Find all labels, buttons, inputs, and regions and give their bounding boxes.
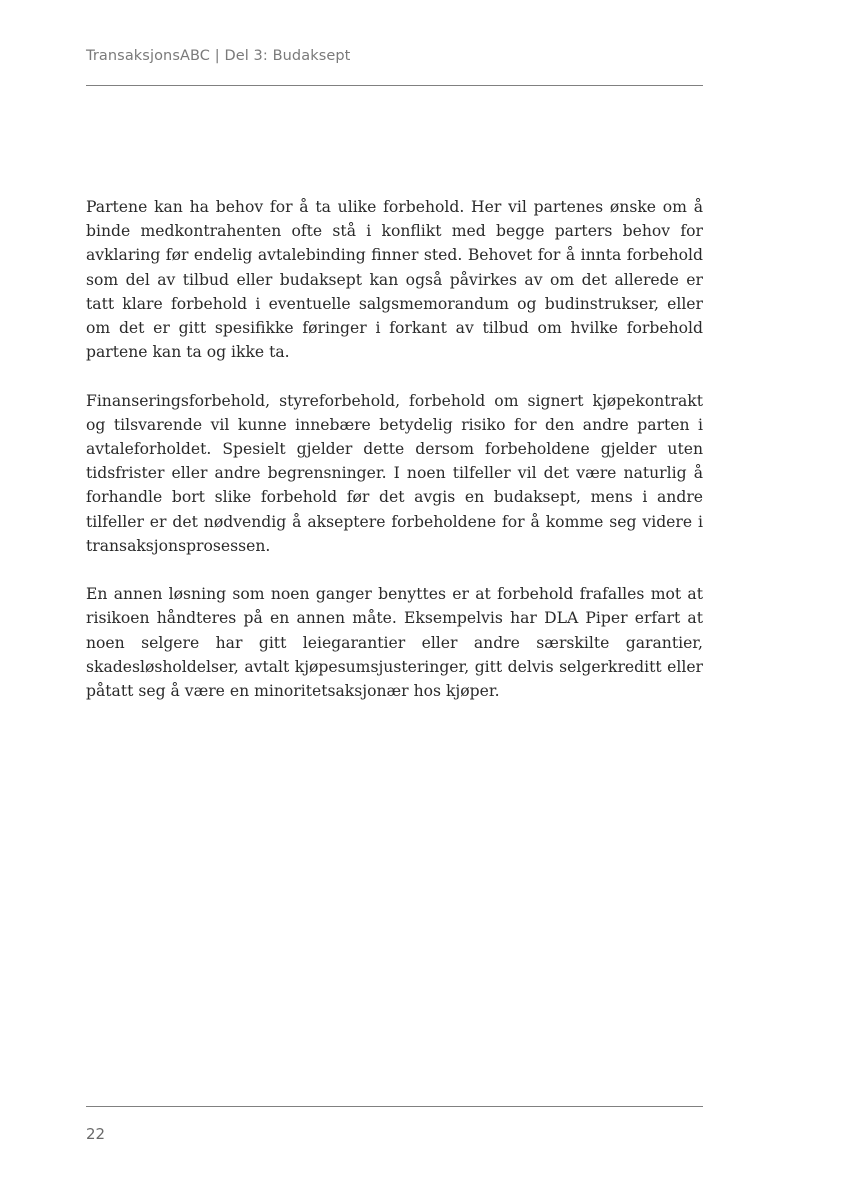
paragraph: Partene kan ha behov for å ta ulike forbehold. Her vil partenes ønske om å binde medkontrahenten ofte stå i konflikt med begge parters behov for avklaring før endelig avtalebinding finner sted. Behovet for å innta forbehold som del av tilbud eller budaksept kan også påvirkes av om det allerede er tatt klare forbehold i eventuelle salgsmemorandum og budinstrukser, eller om det er gitt spesifikke føringer i forkant av tilbud om hvilke forbehold partene kan ta og ikke ta. — [86, 198, 703, 362]
running-header: TransaksjonsABC | Del 3: Budaksept — [86, 48, 351, 64]
header-divider — [86, 85, 703, 86]
body-text — [86, 195, 703, 727]
paragraph: Finanseringsforbehold, styreforbehold, forbehold om signert kjøpekontrakt og tilsvarende vil kunne innebære betydelig risiko for den andre parten i avtaleforholdet. Spesielt gjelder dette dersom forbeholdene gjelder uten tidsfrister eller andre begrensninger. I noen tilfeller vil det være naturlig å forhandle bort slike forbehold før det avgis en budaksept, mens i andre tilfeller er det nødvendig å akseptere forbeholdene for å komme seg videre i transaksjonsprosessen. — [86, 391, 703, 555]
page-number: 22 — [86, 1125, 106, 1143]
paragraph: En annen løsning som noen ganger benyttes er at forbehold frafalles mot at risikoen håndteres på en annen måte. Eksempelvis har DLA Piper erfart at noen selgere har gitt leiegarantier eller andre særskilte garantier, skadesløsholdelser, avtalt kjøpesumsjusteringer, gitt delvis selgerkreditt eller påtatt seg å være en minoritetsaksjonær hos kjøper. — [86, 585, 703, 701]
footer-divider — [86, 1106, 703, 1107]
